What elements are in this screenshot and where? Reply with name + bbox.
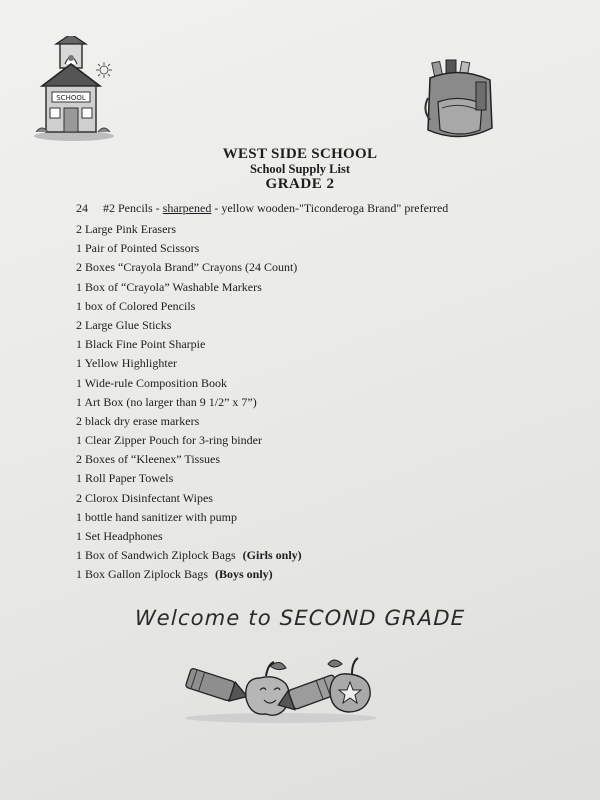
svg-text:SCHOOL: SCHOOL <box>56 94 86 102</box>
item-text: Box of Sandwich Ziplock Bags <box>85 548 236 563</box>
item-text: box of Colored Pencils <box>85 298 196 313</box>
list-item <box>76 278 576 297</box>
item-quantity: 1 <box>76 548 82 563</box>
item-text: Boxes “Crayola Brand” Crayons (24 Count) <box>85 260 298 275</box>
item-text: Clear Zipper Pouch for 3-ring binder <box>85 433 262 448</box>
list-item <box>76 297 576 316</box>
item-text: Art Box (no larger than 9 1/2” x 7”) <box>84 394 257 409</box>
item-emphasis: sharpened <box>162 201 212 215</box>
item-quantity: 1 <box>76 509 82 524</box>
item-quantity: 2 <box>76 317 82 332</box>
list-item <box>76 374 576 393</box>
item-note: (Girls only) <box>242 548 302 563</box>
list-item <box>76 335 576 354</box>
item-quantity: 1 <box>76 375 82 390</box>
item-quantity: 1 <box>76 337 82 352</box>
item-quantity: 1 <box>76 394 82 409</box>
item-text: bottle hand sanitizer with pump <box>85 509 237 524</box>
list-title: School Supply List <box>249 162 351 176</box>
item-quantity: 1 <box>76 298 82 313</box>
schoolhouse-icon <box>34 36 120 142</box>
item-text: Box of “Crayola” Washable Markers <box>85 279 262 294</box>
item-text: Large Glue Sticks <box>85 317 172 332</box>
list-item <box>76 239 576 258</box>
item-text: Box Gallon Ziplock Bags <box>85 567 208 582</box>
item-text: #2 Pencils - <box>103 201 163 215</box>
list-item <box>76 469 576 488</box>
item-quantity: 2 <box>76 413 82 428</box>
item-text: black dry erase markers <box>85 413 200 428</box>
item-note: (Boys only) <box>215 567 273 582</box>
backpack-icon <box>420 58 500 144</box>
list-item <box>76 412 576 431</box>
item-quantity: 1 <box>76 279 82 294</box>
item-quantity: 1 <box>76 567 82 582</box>
item-quantity: 24 <box>76 201 88 215</box>
item-quantity: 2 <box>76 222 82 236</box>
list-item <box>76 220 576 239</box>
item-text: Black Fine Point Sharpie <box>85 337 206 352</box>
list-item <box>76 354 576 373</box>
item-text: Set Headphones <box>85 529 163 543</box>
item-text: Roll Paper Towels <box>85 471 174 486</box>
item-text: Yellow Highlighter <box>84 356 178 371</box>
list-item <box>76 431 576 450</box>
item-text: Pair of Pointed Scissors <box>85 241 200 256</box>
item-quantity: 1 <box>76 433 82 448</box>
list-item <box>76 199 576 220</box>
item-quantity: 1 <box>76 529 82 543</box>
item-text: Large Pink Erasers <box>85 222 177 236</box>
welcome-banner: Welcome to SECOND GRADE <box>134 606 466 630</box>
crayons-apples-icon <box>178 648 384 724</box>
item-text: Boxes of “Kleenex” Tissues <box>85 452 220 467</box>
item-quantity: 2 <box>76 452 82 467</box>
list-item <box>76 316 576 335</box>
list-item <box>76 450 576 469</box>
item-text: Wide-rule Composition Book <box>84 375 227 390</box>
list-item <box>76 489 576 508</box>
list-item <box>76 508 576 527</box>
grade-title: GRADE 2 <box>265 176 335 192</box>
item-quantity: 2 <box>76 260 82 275</box>
item-quantity: 2 <box>76 490 82 505</box>
list-item <box>76 258 576 277</box>
list-item <box>76 546 576 565</box>
list-header <box>0 146 600 193</box>
item-quantity: 1 <box>76 471 82 486</box>
school-name: WEST SIDE SCHOOL <box>222 146 378 162</box>
list-item <box>76 393 576 412</box>
supply-items <box>76 199 576 585</box>
item-quantity: 1 <box>76 241 82 256</box>
list-item <box>76 527 576 546</box>
list-item <box>76 565 576 584</box>
item-text-rest: - yellow wooden-"Ticonderoga Brand" preferred <box>211 201 449 215</box>
item-text: Clorox Disinfectant Wipes <box>85 490 213 505</box>
item-quantity: 1 <box>76 356 82 371</box>
